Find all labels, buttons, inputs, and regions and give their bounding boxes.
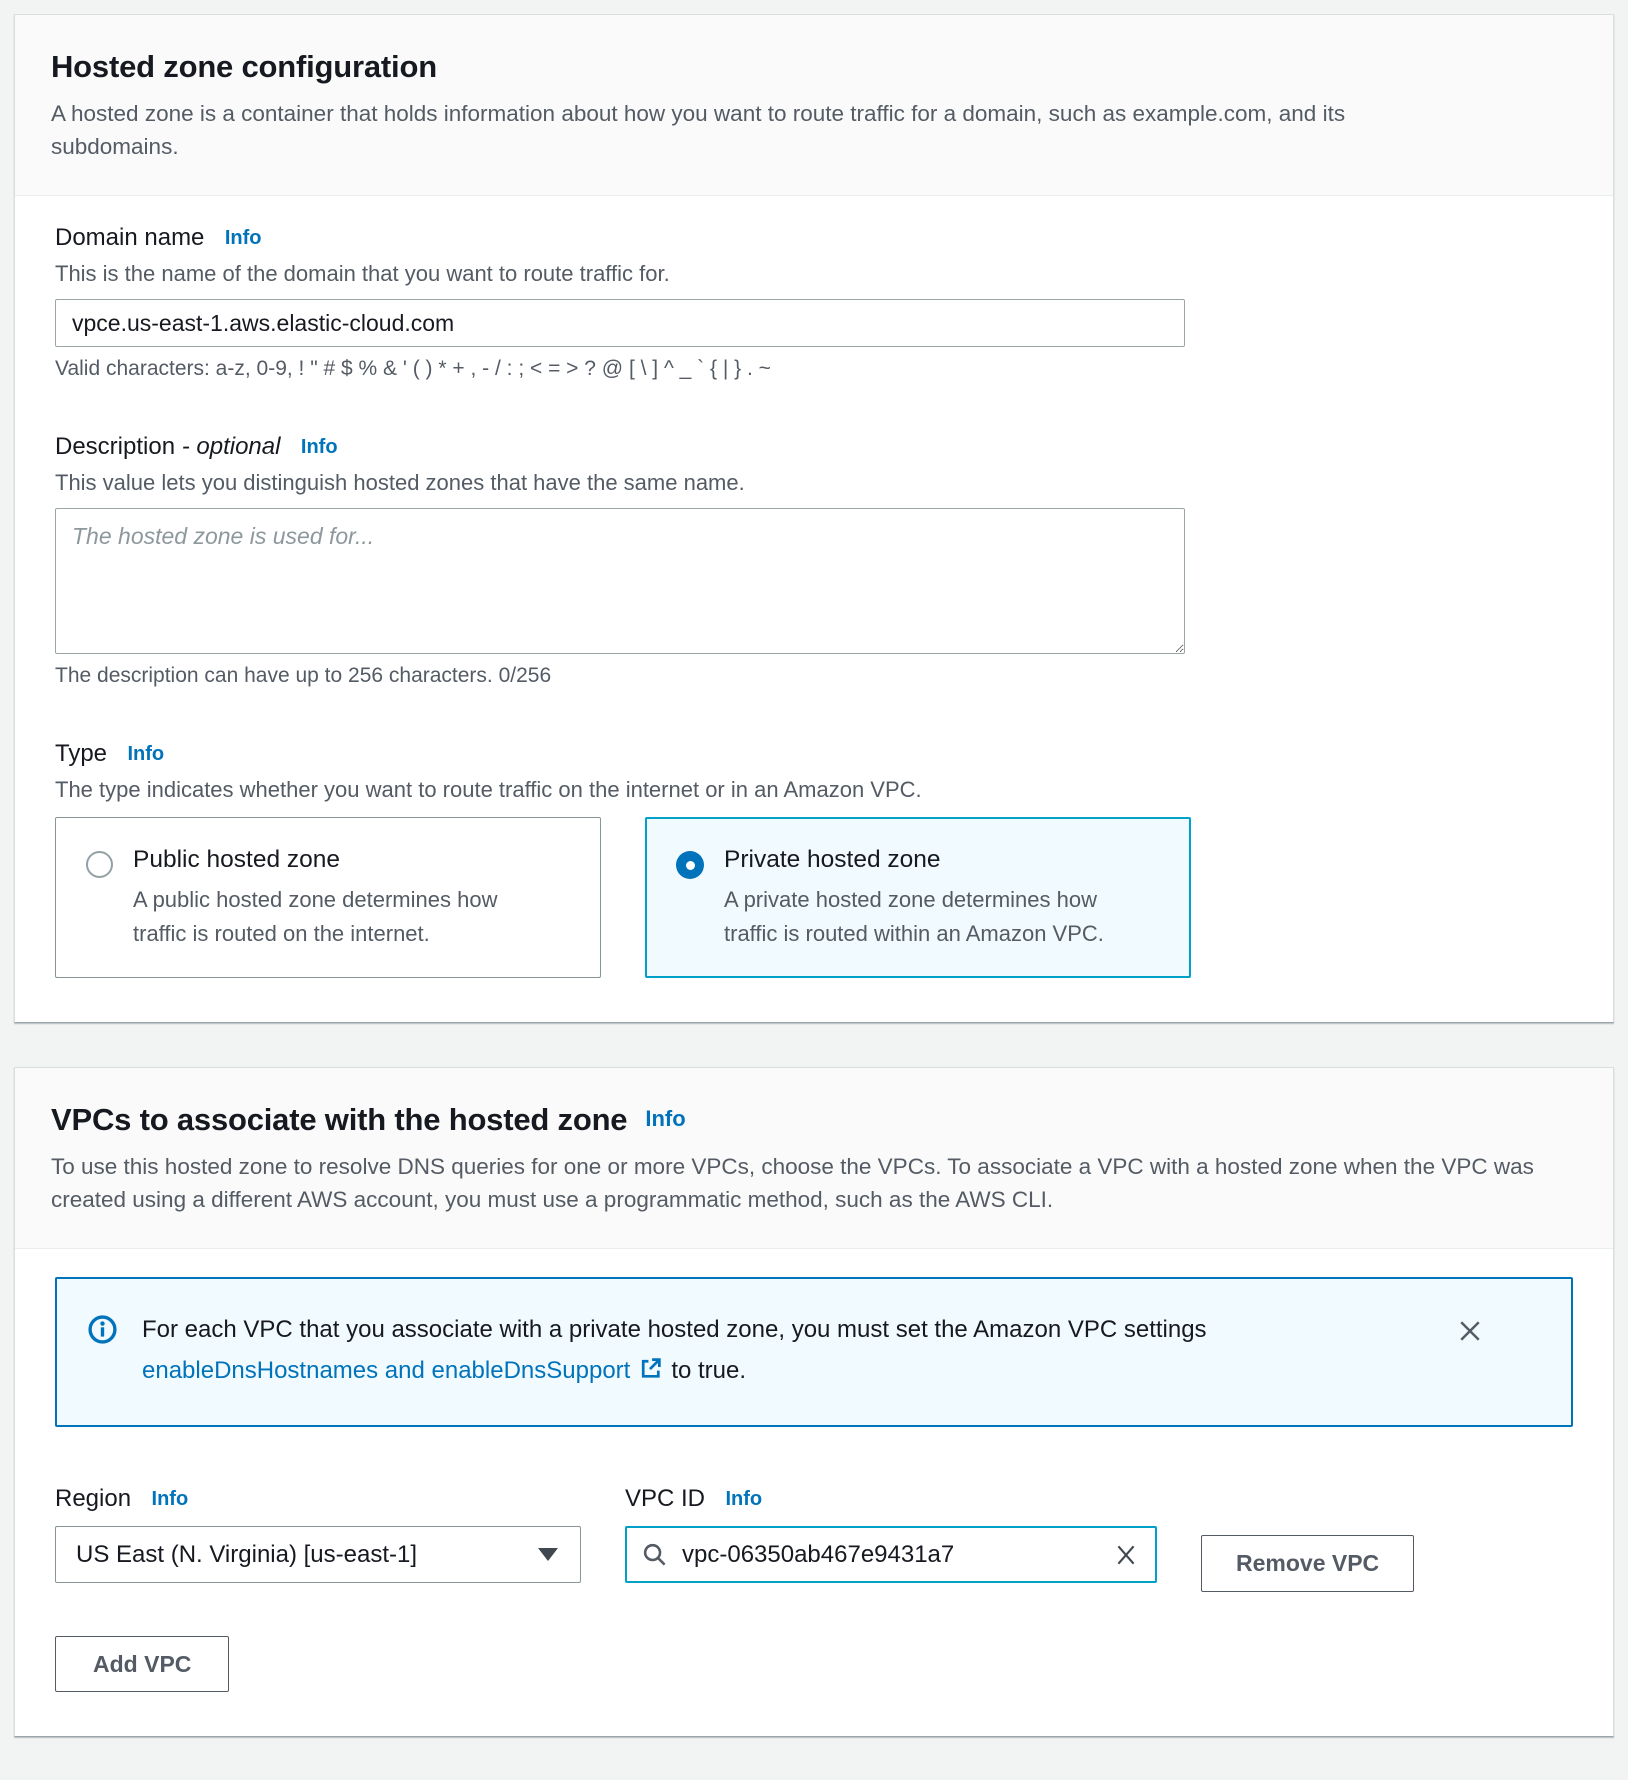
type-label: Type [55, 740, 108, 767]
description-textarea[interactable] [55, 508, 1185, 654]
public-hosted-zone-text [133, 846, 553, 951]
type-info-link[interactable]: Info [127, 743, 165, 765]
public-hosted-zone-description: A public hosted zone determines how traffic is routed on the internet. [133, 887, 498, 946]
region-label: Region [55, 1485, 132, 1512]
domain-name-constraint-text: Valid characters: a-z, 0-9, ! " # $ % & ' ( ) * + , - / : ; < = > ? @ [ \ ] ^ _ ` { | } . ~ [55, 357, 771, 380]
private-hosted-zone-text [724, 846, 1144, 951]
type-label-row [55, 740, 1573, 768]
external-link-icon[interactable] [638, 1356, 663, 1381]
clear-input-icon[interactable] [1113, 1542, 1139, 1568]
domain-name-field [55, 224, 1573, 381]
hosted-zone-card-body [15, 196, 1613, 1022]
vpc-card-body [15, 1249, 1613, 1736]
enable-dns-settings-link[interactable]: enableDnsHostnames and enableDnsSupport [142, 1357, 631, 1384]
type-help-text: The type indicates whether you want to route traffic on the internet or in an Amazon VPC. [55, 777, 922, 802]
domain-name-info-link[interactable]: Info [224, 227, 262, 249]
hosted-zone-configuration-card [14, 14, 1614, 1023]
description-field [55, 433, 1573, 688]
vpc-card-header [15, 1068, 1613, 1249]
description-info-link[interactable]: Info [300, 436, 338, 458]
domain-name-label: Domain name [55, 224, 205, 251]
description-label-row [55, 433, 1573, 461]
description-label: Description - optional [55, 433, 281, 460]
vpcs-associate-card [14, 1067, 1614, 1737]
vpc-id-label-row [625, 1485, 1157, 1513]
add-vpc-button[interactable]: Add VPC [55, 1636, 229, 1692]
domain-name-help-text: This is the name of the domain that you want to route traffic for. [55, 261, 670, 286]
vpc-card-title: VPCs to associate with the hosted zone [51, 1102, 628, 1137]
hosted-zone-card-header [15, 15, 1613, 196]
public-hosted-zone-label: Public hosted zone [133, 846, 341, 873]
description-help-text: This value lets you distinguish hosted zones that have the same name. [55, 470, 745, 495]
remove-vpc-column [1201, 1485, 1414, 1592]
vpc-card-info-link[interactable]: Info [645, 1106, 686, 1131]
private-hosted-zone-description: A private hosted zone determines how traffic is routed within an Amazon VPC. [724, 887, 1104, 946]
description-constraint-text: The description can have up to 256 characters. 0/256 [55, 664, 552, 687]
vpc-card-description: To use this hosted zone to resolve DNS queries for one or more VPCs, choose the VPCs. To associate a VPC with a hosted zone when the VPC was created using a different AWS account, you must use a programmatic method, such as the AWS CLI. [51, 1154, 1534, 1212]
remove-vpc-button[interactable]: Remove VPC [1201, 1535, 1414, 1592]
search-icon [641, 1541, 668, 1568]
alert-close-icon[interactable] [1456, 1317, 1484, 1345]
region-selected-value: US East (N. Virginia) [us-east-1] [76, 1540, 418, 1568]
vpc-settings-info-alert [55, 1277, 1573, 1427]
hosted-zone-card-title: Hosted zone configuration [51, 49, 437, 84]
region-select[interactable] [55, 1526, 581, 1583]
region-label-row [55, 1485, 581, 1513]
region-field [55, 1485, 581, 1592]
alert-message [142, 1309, 1432, 1391]
hosted-zone-card-description: A hosted zone is a container that holds information about how you want to route traffic for a domain, such as example.com, and its subdomains. [51, 101, 1346, 159]
add-vpc-row [55, 1636, 1573, 1692]
description-optional-suffix: - optional [181, 433, 281, 460]
private-hosted-zone-radio[interactable] [676, 851, 704, 879]
public-hosted-zone-radio[interactable] [86, 851, 113, 878]
vpc-id-field [625, 1485, 1157, 1592]
alert-text-after-link: to true. [671, 1357, 747, 1384]
vpc-id-info-link[interactable]: Info [725, 1488, 763, 1510]
private-hosted-zone-label: Private hosted zone [724, 846, 941, 873]
type-field [55, 740, 1573, 978]
vpc-id-label: VPC ID [625, 1485, 706, 1512]
region-info-link[interactable]: Info [151, 1488, 189, 1510]
private-hosted-zone-option[interactable] [645, 817, 1191, 978]
domain-name-input[interactable] [55, 299, 1185, 347]
vpc-association-row [55, 1485, 1573, 1592]
chevron-down-icon [538, 1548, 558, 1561]
info-circle-icon [87, 1314, 118, 1345]
alert-text-before-link: For each VPC that you associate with a private hosted zone, you must set the Amazon VPC settings [142, 1316, 1207, 1343]
public-hosted-zone-option[interactable] [55, 817, 601, 978]
type-options [55, 817, 1573, 978]
domain-name-label-row [55, 224, 1573, 252]
vpc-id-input[interactable] [680, 1540, 1113, 1570]
vpc-id-search-box [625, 1526, 1157, 1583]
